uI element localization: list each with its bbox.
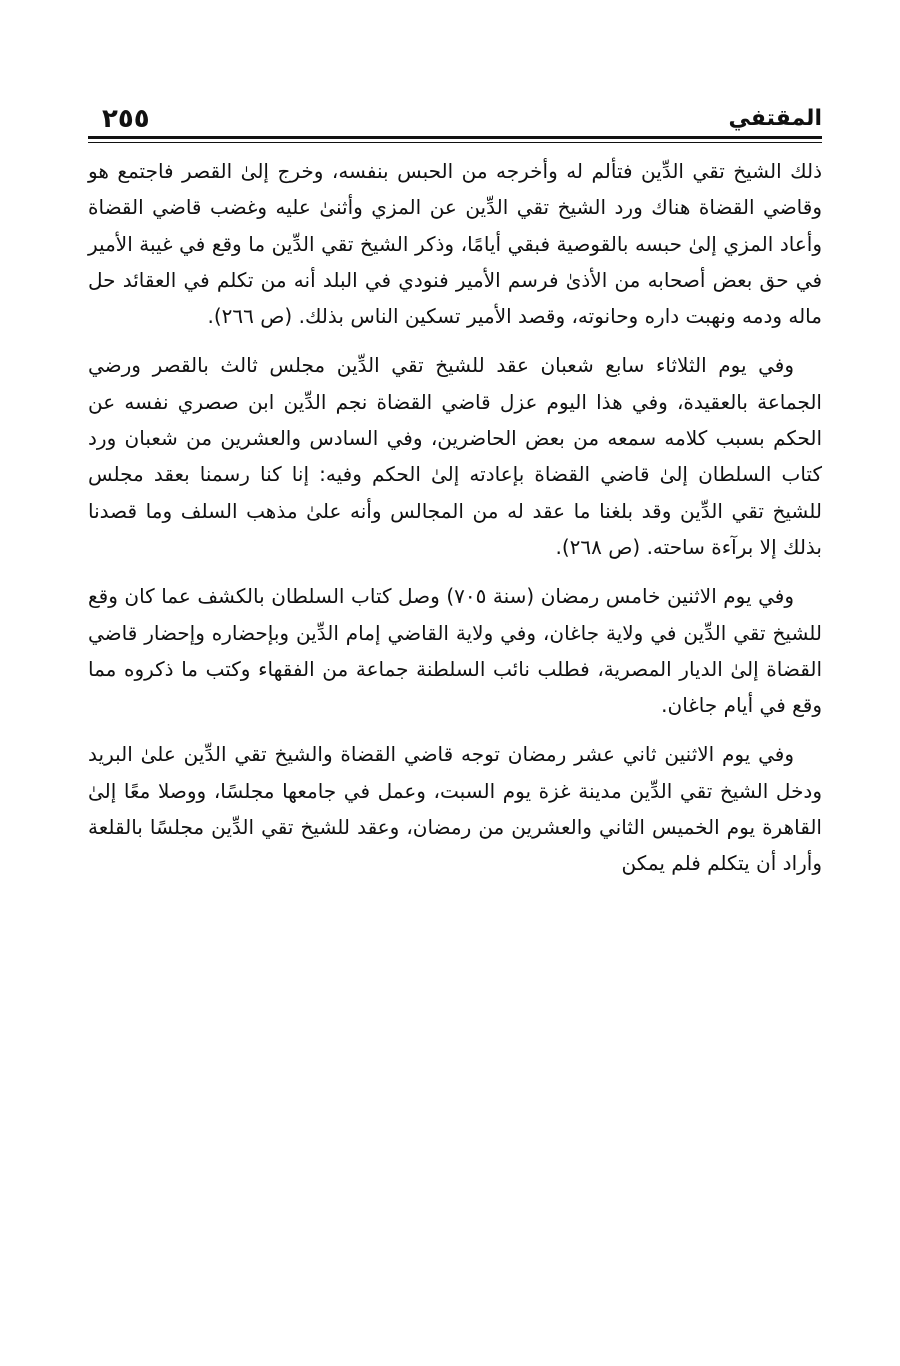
paragraph-4: وفي يوم الاثنين ثاني عشر رمضان توجه قاضي القضاة والشيخ تقي الدِّين علىٰ البريد ودخل الشيخ تقي الدِّين مدينة غزة يوم السبت، وعمل في جامعها مجلسًا، ووصلا معًا إلىٰ القاهرة يوم الخميس الثاني والعشرين من رمضان، وعقد للشيخ تقي الدِّين مجلسًا بالقلعة وأراد أن يتكلم فلم يمكن <box>88 742 822 876</box>
running-title: المقتفي <box>728 106 822 131</box>
page-number: ٢٥٥ <box>102 104 150 134</box>
page-header <box>88 96 822 134</box>
paragraph-2: وفي يوم الثلاثاء سابع شعبان عقد للشيخ تقي الدِّين مجلس ثالث بالقصر ورضي الجماعة بالعقيدة، وفي هذا اليوم عزل قاضي القضاة نجم الدِّين ابن صصري نفسه عن الحكم بسبب كلامه سمعه من بعض الحاضرين، وفي السادس والعشرين من شعبان ورد كتاب السلطان إلىٰ قاضي القضاة بإعادته إلىٰ الحكم وفيه: إنا كنا رسمنا بعقد مجلس للشيخ تقي الدِّين وقد بلغنا ما عقد له من المجالس وأنه علىٰ مذهب السلف وما قصدنا بذلك إلا برآءة ساحته. (ص ٢٦٨). <box>88 353 822 559</box>
paragraph-1: ذلك الشيخ تقي الدِّين فتألم له وأخرجه من الحبس بنفسه، وخرج إلىٰ القصر فاجتمع هو وقاضي القضاة هناك ورد الشيخ تقي الدِّين عن المزي وأثنىٰ عليه وغضب قاضي القضاة وأعاد المزي إلىٰ حبسه بالقوصية فبقي أيامًا، وذكر الشيخ تقي الدِّين ما وقع في غيبة الأمير في حق بعض أصحابه من الأذىٰ فرسم الأمير فنودي في البلد أنه من تكلم في العقائد حل ماله ودمه ونهبت داره وحانوته، وقصد الأمير تسكين الناس بذلك. (ص ٢٦٦). <box>88 159 822 329</box>
book-page <box>88 96 822 882</box>
body-text <box>88 153 822 882</box>
header-rule-thick <box>88 136 822 139</box>
paragraph-3: وفي يوم الاثنين خامس رمضان (سنة ٧٠٥) وصل كتاب السلطان بالكشف عما كان وقع للشيخ تقي الدِّين في ولاية جاغان، وفي ولاية القاضي إمام الدِّين وبإحضاره وإحضار قاضي القضاة إلىٰ الديار المصرية، فطلب نائب السلطنة جماعة من الفقهاء وكتب ما ذكروه مما وقع في أيام جاغان. <box>88 584 822 718</box>
header-rule-thin <box>88 142 822 143</box>
